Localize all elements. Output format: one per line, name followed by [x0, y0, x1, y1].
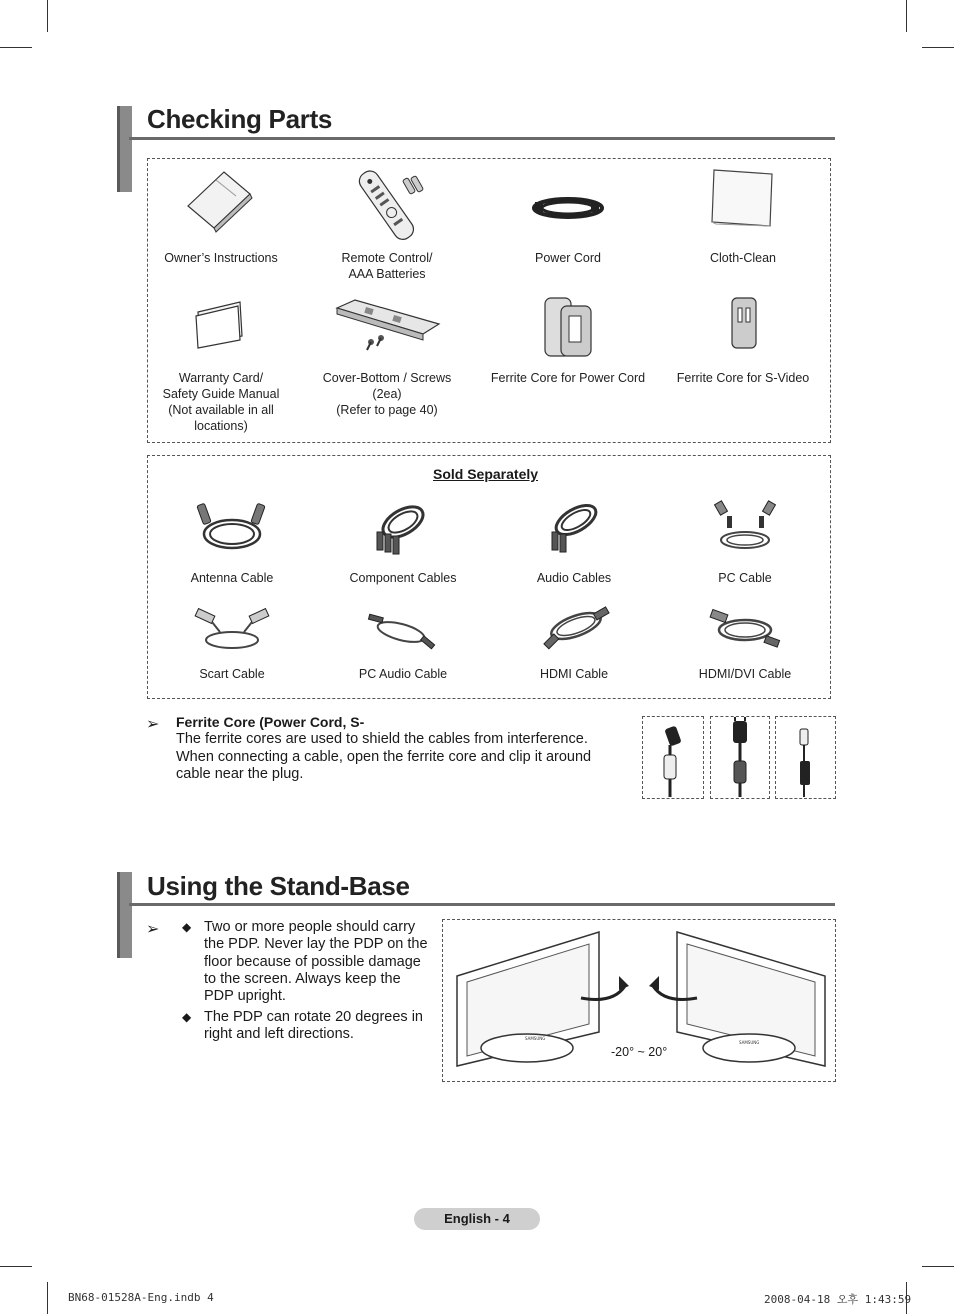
audio-cables-icon [534, 496, 614, 558]
section-rule [129, 137, 835, 140]
antenna-cable-icon [192, 496, 272, 558]
rotation-range-label: -20° ~ 20° [611, 1045, 668, 1059]
footer-file: BN68-01528A-Eng.indb 4 [68, 1291, 214, 1304]
sold-separately-heading: Sold Separately [433, 466, 539, 482]
part-item: Cloth-Clean [663, 166, 823, 266]
crop-mark [922, 1266, 954, 1267]
crop-mark [906, 0, 907, 32]
sold-item: Antenna Cable [162, 496, 302, 586]
warranty-card-icon [176, 294, 266, 354]
part-item: Owner’s Instructions [141, 166, 301, 266]
part-item: Ferrite Core for Power Cord [488, 294, 648, 386]
ferrite-note-text: The ferrite cores are used to shield the cables from interference. When connecting a cable, open the ferrite core and clip it around cable near the plug. [176, 731, 592, 782]
diamond-bullet-icon: ◆ [182, 1010, 192, 1024]
remote-icon [342, 166, 432, 242]
cloth-icon [698, 166, 788, 236]
crop-mark [0, 1266, 32, 1267]
crop-mark [47, 1282, 48, 1314]
bullet-item: ◆ Two or more people should carry the PDP. Never lay the PDP on the floor because of possible damage to the screen. Always keep the PDP upright. [182, 919, 428, 1005]
note-arrow-icon: ➢ [146, 921, 160, 938]
ferrite-core-large-icon [523, 294, 613, 360]
ferrite-illustration-2 [710, 716, 770, 799]
section-title-checking-parts: Checking Parts [147, 104, 333, 134]
crop-mark [0, 47, 32, 48]
brand-mark: SAMSUNG [525, 1036, 546, 1041]
sold-item: HDMI/DVI Cable [675, 602, 815, 682]
section-bar [117, 106, 132, 192]
section-bar [117, 872, 132, 958]
part-item: Warranty Card/ Safety Guide Manual (Not available in all locations) [141, 294, 301, 434]
sold-item: PC Audio Cable [333, 602, 473, 682]
hdmi-cable-icon [534, 602, 614, 656]
pc-audio-cable-icon [363, 602, 443, 656]
ferrite-illustration-3 [775, 716, 836, 799]
footer-timestamp: 2008-04-18 오후 1:43:59 [764, 1293, 912, 1306]
ferrite-note-title: Ferrite Core (Power Cord, S- [176, 714, 365, 730]
component-cables-icon [363, 496, 443, 558]
part-item: Power Cord [488, 166, 648, 266]
pc-cable-icon [705, 496, 785, 558]
sold-item: Component Cables [333, 496, 473, 586]
manual-icon [176, 166, 266, 236]
power-cord-icon [523, 166, 613, 236]
sold-item: HDMI Cable [504, 602, 644, 682]
sold-item: Scart Cable [162, 602, 302, 682]
crop-mark [47, 0, 48, 32]
diamond-bullet-icon: ◆ [182, 920, 192, 934]
ferrite-illustration-1 [642, 716, 704, 799]
ferrite-note [176, 714, 626, 784]
section-title-stand-base: Using the Stand-Base [147, 871, 410, 901]
section-rule [129, 903, 835, 906]
rotation-illustration-box [442, 919, 836, 1082]
ferrite-clip-icon [643, 717, 703, 798]
svg-text:SAMSUNG: SAMSUNG [739, 1040, 760, 1045]
part-item: Ferrite Core for S-Video [663, 294, 823, 386]
hdmi-dvi-cable-icon [705, 602, 785, 656]
scart-cable-icon [192, 602, 272, 656]
bullet-item: ◆ The PDP can rotate 20 degrees in right and left directions. [182, 1009, 423, 1043]
part-item: Cover-Bottom / Screws (2ea) (Refer to page 40) [307, 294, 467, 418]
crop-mark [922, 47, 954, 48]
part-item: Remote Control/ AAA Batteries [307, 166, 467, 282]
ferrite-clip-icon [711, 717, 769, 798]
ferrite-core-small-icon [698, 294, 788, 360]
sold-item: Audio Cables [504, 496, 644, 586]
sold-item: PC Cable [675, 496, 815, 586]
note-arrow-icon: ➢ [146, 716, 160, 733]
cover-bottom-icon [327, 294, 447, 354]
page-number-label: English - 4 [414, 1208, 540, 1230]
ferrite-clip-icon [776, 717, 835, 798]
